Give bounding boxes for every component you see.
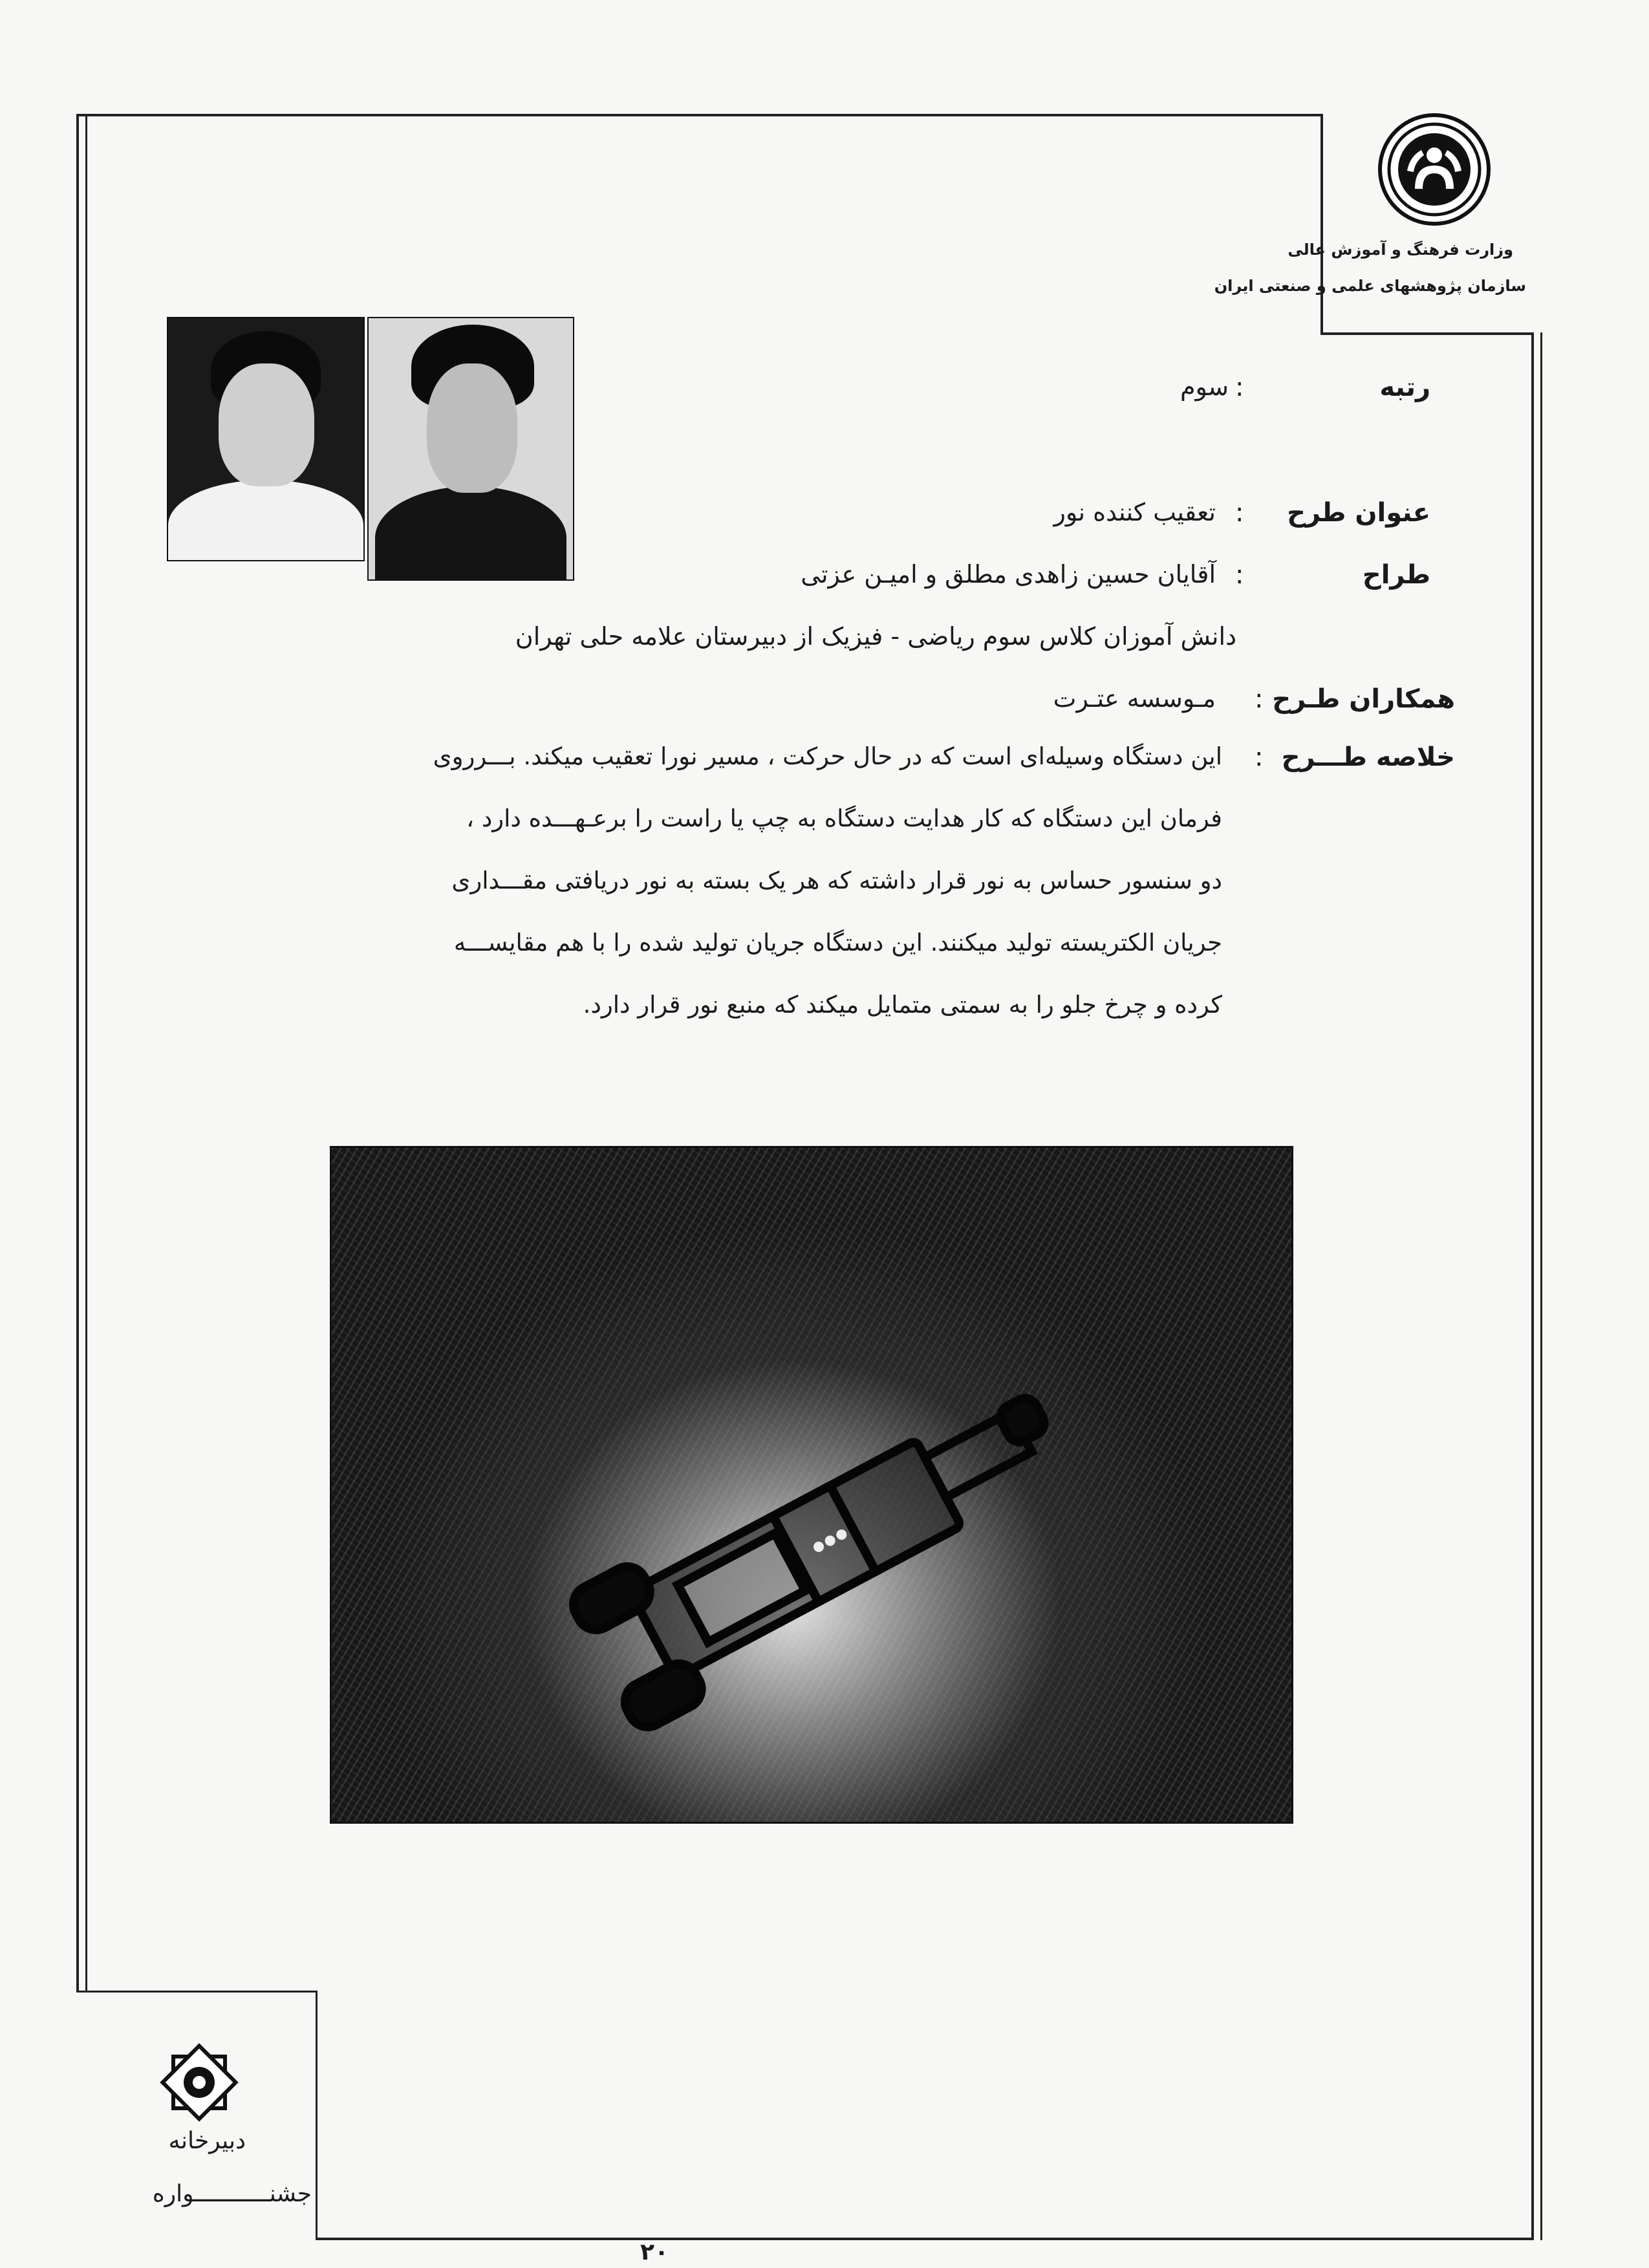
designer-affiliation: دانش آموزان کلاس سوم ریاضی - فیزیک از دبیرستان علامه حلی تهران [515,622,1236,651]
portrait-photo-left [167,317,365,561]
summary-line: جریان الکتریسته تولید میکنند. این دستگاه جریان تولید شده را با هم مقایســـه [453,929,1222,956]
designer-value: آقایان حسین زاهدی مطلق و امیـن عزتی [801,560,1216,589]
designer-colon: : [1235,560,1244,590]
rank-label: رتبه [1379,373,1430,402]
footer-box-right [316,1991,318,2239]
light-follower-car-illustration [332,1148,1291,1822]
title-label: عنوان طرح [1287,498,1430,528]
portrait-right-shirt [375,486,566,581]
portrait-left-shirt [168,480,363,561]
frame-left-inner [85,115,87,1991]
festival-emblem-icon [154,2037,244,2128]
footer-secretariat: دبیرخانه [168,2128,246,2154]
summary-label: خلاصه طـــرح [1281,742,1455,772]
rank-colon: : [1235,373,1244,402]
designer-label: طراح [1362,560,1430,590]
title-value: تعقیب کننده نور [1053,498,1216,526]
ministry-emblem [1376,111,1493,228]
footer-box-top [76,1991,317,1993]
frame-header-right-vertical [1320,114,1323,334]
collaborators-label: همکاران طـرح [1272,684,1455,714]
festival-emblem [154,2037,244,2128]
frame-right-outer [1531,332,1534,2240]
summary-colon: : [1255,742,1264,772]
frame-bottom [316,2238,1534,2240]
rank-value: سوم [1180,373,1229,401]
summary-line: فرمان این دستگاه که کار هدایت دستگاه به چپ یا راست را برعـهـــده دارد ، [466,805,1222,832]
summary-line: این دستگاه وسیله‌ای است که در حال حرکت ، مسیر نورا تعقیب میکند. بـــرروی [433,742,1222,770]
device-photo [330,1146,1293,1824]
summary-line: کرده و چرخ جلو را به سمتی متمایل میکند که منبع نور قرار دارد. [583,991,1222,1019]
frame-right-inner [1540,332,1542,2240]
frame-top [76,114,1322,116]
frame-header-bottom [1320,332,1533,335]
summary-line: دو سنسور حساس به نور قرار داشته که هر یک بسته به نور دریافتی مقـــداری [451,867,1222,894]
collaborators-colon: : [1255,684,1264,714]
title-colon: : [1235,498,1244,528]
ministry-name: وزارت فرهنگ و آموزش عالی [1288,241,1513,259]
collaborators-value: مـوسسه عتـرت [1053,684,1216,713]
footer-festival: جشنـــــــــــواره [152,2181,312,2207]
ministry-emblem-icon [1376,111,1493,228]
organization-name: سازمان پژوهشهای علمی و صنعتی ایران [1214,277,1526,295]
page-number: ۲۰ [640,2239,669,2265]
portrait-left-face [219,363,314,486]
portrait-photo-right [367,317,574,581]
frame-left-outer [76,115,79,1991]
portrait-right-face [427,363,517,493]
summary-paragraph [239,742,1222,1053]
